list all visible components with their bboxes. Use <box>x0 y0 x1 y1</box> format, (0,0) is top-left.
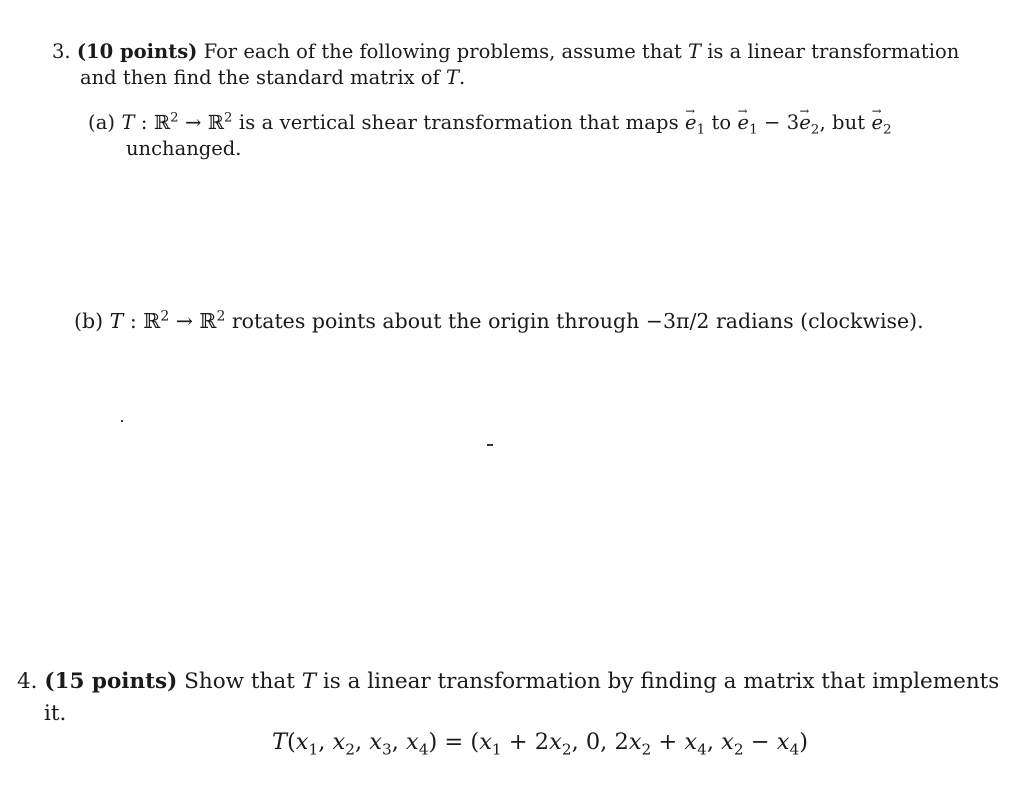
problem-4-heading <box>17 669 999 694</box>
eq-x2: x <box>332 729 346 755</box>
part-b-codomain-exp: 2 <box>216 308 226 325</box>
eq-rhs-x1: x <box>479 729 492 755</box>
eq-x4-index: 4 <box>418 740 429 759</box>
eq-rhs-x4-index: 4 <box>697 740 707 759</box>
problem-3-points: (10 points) <box>76 40 198 63</box>
problem-3-intro-period: . <box>458 66 466 89</box>
part-a-label: (a) <box>88 111 116 134</box>
problem-3-intro-2: is a linear transformation <box>701 40 960 63</box>
eq-open-paren: ( <box>287 729 296 755</box>
problem-4-var-t: T <box>301 669 317 694</box>
eq-x1-index: 1 <box>308 740 319 759</box>
eq-x3-index: 3 <box>382 740 392 759</box>
part-b-domain: : ℝ <box>123 309 161 333</box>
problem-4-points: (15 points) <box>44 669 178 694</box>
eq-rhs-x1-index: 1 <box>491 740 502 759</box>
scan-speck <box>121 420 123 422</box>
eq-x1: x <box>295 729 309 755</box>
eq-plus-2: + 2 <box>501 729 550 755</box>
eq-rhs-x2c-index: 2 <box>733 740 744 759</box>
problem-4-equation <box>272 729 808 759</box>
part-a-but: , but <box>819 111 872 134</box>
part-a-to: to <box>705 111 738 134</box>
part-a-codomain: → ℝ <box>178 111 225 134</box>
problem-4-text-2: is a linear transformation by finding a matrix that implements <box>316 669 1000 694</box>
part-b-domain-exp: 2 <box>160 308 170 325</box>
eq-rhs-x4b: x <box>776 729 790 755</box>
problem-3-intro-3: and then find the standard matrix of <box>80 66 446 89</box>
part-a-minus-3: − 3 <box>757 111 800 134</box>
eq-comma: , <box>354 729 370 755</box>
eq-plus: + <box>651 729 685 755</box>
problem-3-heading <box>52 40 959 63</box>
part-a-line-1 <box>88 110 892 138</box>
eq-rhs-x2: x <box>549 729 562 755</box>
part-b-line <box>74 309 924 333</box>
eq-close-paren: ) <box>799 729 808 755</box>
eq-comma: , <box>318 729 333 755</box>
eq-comma: , <box>706 729 722 755</box>
eq-rhs-x2b-index: 2 <box>641 740 652 759</box>
vector-e2-b-index: 2 <box>883 122 892 138</box>
eq-rhs-x2c: x <box>721 729 734 755</box>
eq-comma: , <box>391 729 407 755</box>
vector-e1-b: → e <box>738 111 750 134</box>
part-a-domain-exp: 2 <box>170 110 179 126</box>
eq-x3: x <box>369 729 382 755</box>
eq-rhs-x4: x <box>684 729 698 755</box>
vector-e1-index: 1 <box>696 122 706 138</box>
eq-rhs-x2-index: 2 <box>561 740 572 759</box>
problem-4-line-2: it. <box>44 701 67 726</box>
part-b-description: rotates points about the origin through −3π/2 radians (clockwise). <box>225 309 924 333</box>
problem-3-intro-line-2 <box>80 66 465 89</box>
eq-x2-index: 2 <box>345 740 355 759</box>
part-b-var-t: T <box>109 309 124 333</box>
problem-3-var-t: T <box>687 40 701 63</box>
vector-e2-index: 2 <box>810 122 820 138</box>
eq-zero-2: , 0, 2 <box>571 729 629 755</box>
vector-e2: → e <box>799 111 811 134</box>
part-a-description: is a vertical shear transformation that maps <box>232 111 685 134</box>
problem-4-number: 4. <box>17 669 38 694</box>
eq-equals: ) = ( <box>428 729 480 755</box>
part-a-var-t: T <box>121 111 135 134</box>
problem-3-var-t-2: T <box>445 66 459 89</box>
vector-e1-b-index: 1 <box>749 122 758 138</box>
scan-speck <box>487 444 493 446</box>
vector-e2-b: → e <box>872 111 884 134</box>
part-a-codomain-exp: 2 <box>224 110 233 126</box>
part-a-domain: : ℝ <box>134 111 171 134</box>
eq-rhs-x2b: x <box>628 729 642 755</box>
part-b-label: (b) <box>74 309 104 333</box>
problem-3-number: 3. <box>52 40 71 63</box>
eq-lhs-t: T <box>272 729 288 755</box>
eq-minus: − <box>743 729 777 755</box>
eq-x4: x <box>406 729 419 755</box>
part-a-line-2: unchanged. <box>126 137 242 160</box>
problem-3-intro-1: For each of the following problems, assume that <box>197 40 688 63</box>
part-b-codomain: → ℝ <box>169 309 217 333</box>
problem-4-text-1: Show that <box>177 669 302 694</box>
vector-e1: → e <box>685 111 697 134</box>
eq-rhs-x4b-index: 4 <box>789 740 800 759</box>
